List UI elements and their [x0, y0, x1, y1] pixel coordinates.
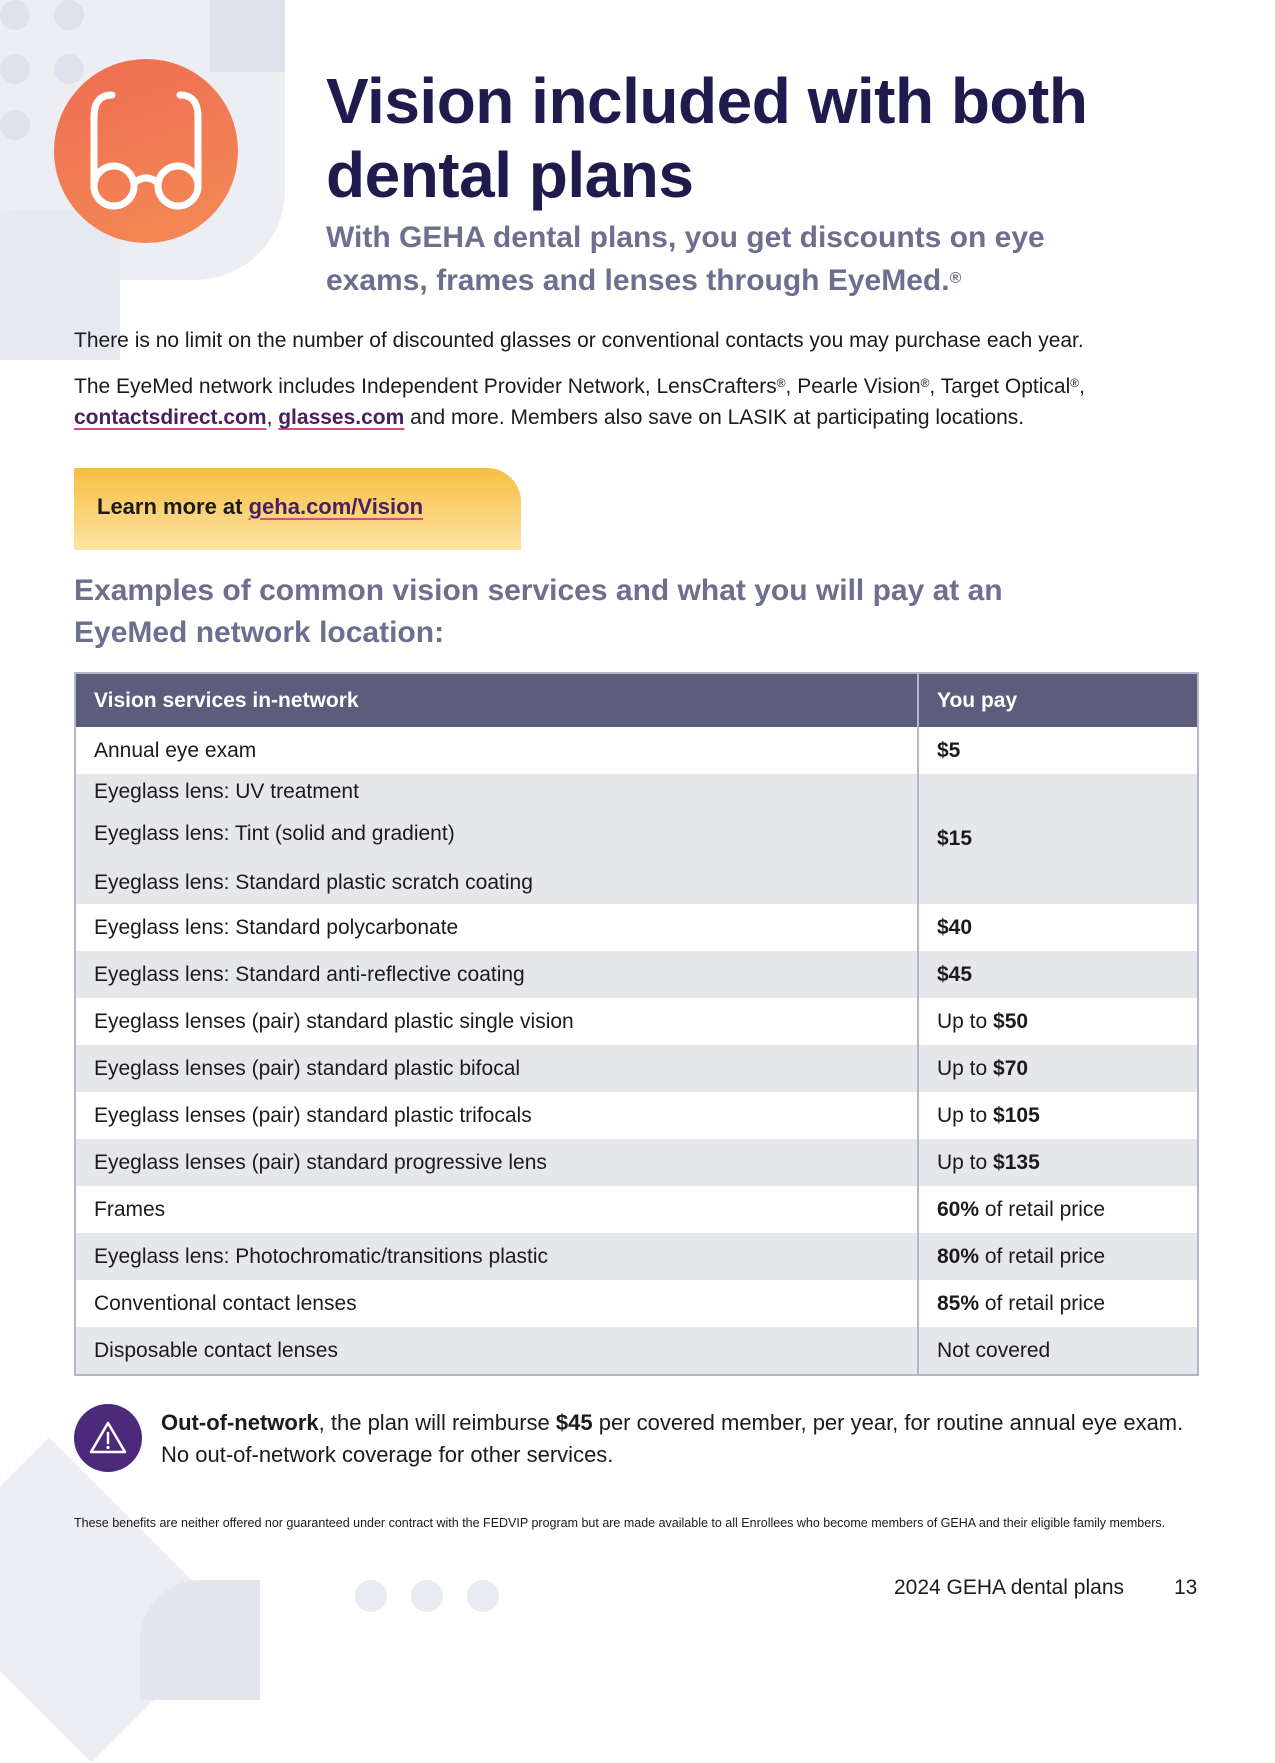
- warning-glyph: [74, 1404, 142, 1472]
- network-paragraph: [74, 371, 1204, 433]
- service-line: Eyeglass lens: Tint (solid and gradient): [94, 822, 455, 845]
- background-dot: [355, 1580, 387, 1612]
- background-dot: [0, 54, 30, 84]
- column-header-service: Vision services in-network: [75, 673, 918, 727]
- service-cell: Eyeglass lens: Photochromatic/transitions plastic: [75, 1233, 918, 1280]
- table-row: [75, 727, 1198, 774]
- pay-suffix: of retail price: [979, 1291, 1106, 1315]
- pay-amount: 60%: [937, 1197, 980, 1221]
- network-text: , Target Optical: [929, 375, 1071, 398]
- warning-icon: [74, 1404, 142, 1472]
- background-dot: [0, 0, 30, 30]
- pay-cell: [918, 1092, 1198, 1139]
- pay-prefix: Up to: [937, 1150, 994, 1174]
- table-row: [75, 1139, 1198, 1186]
- service-cell: Eyeglass lenses (pair) standard plastic single vision: [94, 1009, 574, 1033]
- background-dot: [411, 1580, 443, 1612]
- pay-cell: [918, 1139, 1198, 1186]
- pay-prefix: Up to: [937, 1103, 994, 1127]
- table-row: [75, 1045, 1198, 1092]
- service-cell: Eyeglass lens: Standard anti-reflective coating: [75, 951, 918, 998]
- eyeglasses-glyph: [54, 59, 238, 243]
- service-cell: Eyeglass lenses (pair) standard plastic bifocal: [75, 1045, 918, 1092]
- pay-cell: Not covered: [918, 1327, 1198, 1375]
- learn-more-prefix: Learn more at: [97, 494, 249, 519]
- pay-amount: $40: [937, 915, 973, 939]
- heading-line: Examples of common vision services and what you will pay at an: [74, 574, 1003, 607]
- table-row: [75, 774, 1198, 904]
- background-dot: [54, 0, 84, 30]
- background-dot: [0, 110, 30, 140]
- pay-amount: 80%: [937, 1244, 980, 1268]
- footer-label: 2024 GEHA dental plans: [894, 1576, 1124, 1599]
- pay-prefix: Up to: [937, 1009, 994, 1033]
- table-row: [75, 1092, 1198, 1139]
- pay-amount: $105: [993, 1103, 1040, 1127]
- pay-cell: [918, 774, 1198, 904]
- table-header-row: [75, 673, 1198, 727]
- page-subtitle: [326, 216, 1086, 302]
- subtitle-line: With GEHA dental plans, you get discounts on eye: [326, 221, 1045, 254]
- network-text: ,: [1079, 375, 1085, 398]
- registered-mark: ®: [776, 376, 786, 390]
- title-line: dental plans: [326, 139, 694, 211]
- pay-amount: $70: [993, 1056, 1029, 1080]
- background-dot: [467, 1580, 499, 1612]
- pay-amount: 85%: [937, 1291, 980, 1315]
- learn-more-text: [97, 494, 423, 520]
- pay-amount: $135: [993, 1150, 1040, 1174]
- table-row: [75, 1280, 1198, 1327]
- notice-emphasis: Out-of-network: [161, 1410, 319, 1435]
- pay-prefix: Up to: [937, 1056, 994, 1080]
- intro-paragraph: There is no limit on the number of discounted glasses or conventional contacts you may purchase each year.: [74, 329, 1084, 352]
- table-row: [75, 951, 1198, 998]
- service-cell: [75, 774, 918, 904]
- pay-amount: $45: [937, 962, 973, 986]
- column-header-pay: You pay: [918, 673, 1198, 727]
- service-cell: Conventional contact lenses: [94, 1291, 357, 1315]
- separator: ,: [266, 406, 279, 429]
- network-text: and more. Members also save on LASIK at participating locations.: [404, 406, 1025, 429]
- service-cell: Disposable contact lenses: [75, 1327, 918, 1375]
- table-row: [75, 904, 1198, 951]
- network-text: , Pearle Vision: [785, 375, 921, 398]
- learn-more-callout: [74, 468, 521, 550]
- background-shape: [140, 1580, 260, 1700]
- examples-heading: [74, 570, 1074, 654]
- notice-text: , the plan will reimburse: [318, 1410, 556, 1435]
- table-row: [75, 1233, 1198, 1280]
- pay-cell: [918, 1045, 1198, 1092]
- network-text: The EyeMed network includes Independent Provider Network, LensCrafters: [74, 375, 777, 398]
- pay-cell: [918, 904, 1198, 951]
- title-line: Vision included with both: [326, 65, 1088, 137]
- service-cell: Eyeglass lenses (pair) standard plastic trifocals: [94, 1103, 532, 1127]
- disclaimer: These benefits are neither offered nor guaranteed under contract with the FEDVIP program but are made available to all Enrollees who become members of GEHA and their eligible family members.: [74, 1516, 1166, 1530]
- table-row: [75, 1186, 1198, 1233]
- pay-amount: $50: [993, 1009, 1029, 1033]
- pay-suffix: of retail price: [979, 1197, 1106, 1221]
- registered-mark: ®: [1070, 376, 1080, 390]
- service-cell: Eyeglass lens: Standard polycarbonate: [94, 915, 459, 939]
- notice-amount: $45: [555, 1410, 593, 1435]
- vision-services-table: [74, 672, 1199, 1376]
- service-line: Eyeglass lens: Standard plastic scratch coating: [94, 871, 533, 894]
- pay-suffix: of retail price: [979, 1244, 1106, 1268]
- pay-cell: [918, 951, 1198, 998]
- subtitle-line: exams, frames and lenses through EyeMed.: [326, 264, 950, 297]
- pay-cell: [918, 998, 1198, 1045]
- table-row: [75, 1327, 1198, 1375]
- registered-mark: ®: [949, 270, 962, 287]
- pay-cell: [918, 1186, 1198, 1233]
- page-number: 13: [1174, 1576, 1198, 1599]
- out-of-network-notice: [161, 1407, 1201, 1471]
- notice-text: per covered member, per year, for routine annual eye exam. No out-of-network coverage for other services.: [161, 1410, 1184, 1467]
- pay-cell: [918, 727, 1198, 774]
- page-title: [326, 64, 1226, 212]
- geha-vision-link[interactable]: geha.com/Vision: [248, 494, 424, 519]
- pay-amount: $15: [937, 827, 973, 850]
- pay-cell: [918, 1233, 1198, 1280]
- pay-amount: $5: [937, 738, 961, 762]
- registered-mark: ®: [920, 376, 930, 390]
- service-cell: Eyeglass lenses (pair) standard progressive lens: [75, 1139, 918, 1186]
- service-cell: Annual eye exam: [94, 738, 257, 762]
- pay-cell: [918, 1280, 1198, 1327]
- heading-line: EyeMed network location:: [74, 616, 445, 649]
- glasses-link[interactable]: glasses.com: [278, 406, 405, 429]
- contactsdirect-link[interactable]: contactsdirect.com: [74, 406, 267, 429]
- service-cell: Frames: [94, 1197, 166, 1221]
- eyeglasses-icon: [54, 59, 238, 243]
- service-line: Eyeglass lens: UV treatment: [94, 780, 359, 803]
- table-row: [75, 998, 1198, 1045]
